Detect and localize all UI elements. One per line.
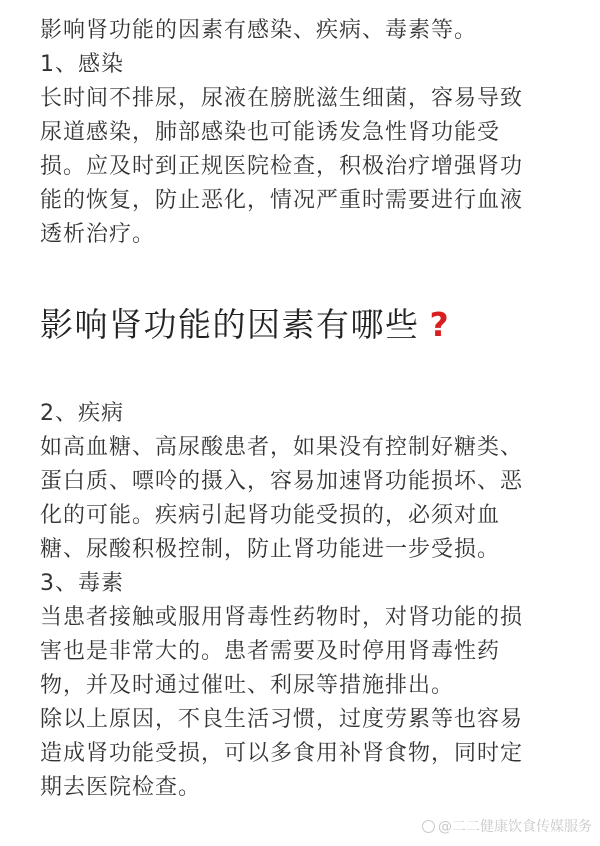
heading-text: 影响肾功能的因素有哪些 bbox=[40, 305, 420, 344]
section-2-line: 如高血糖、高尿酸患者，如果没有控制好糖类、 bbox=[40, 435, 524, 460]
section-3-line: 除以上原因，不良生活习惯，过度劳累等也容易 bbox=[40, 707, 524, 732]
section-1-line: 尿道感染，肺部感染也可能诱发急性肾功能受 bbox=[40, 120, 501, 145]
section-2-line: 蛋白质、嘌呤的摄入，容易加速肾功能损坏、恶 bbox=[40, 469, 524, 494]
section-1-line: 损。应及时到正规医院检查，积极治疗增强肾功 bbox=[40, 154, 524, 179]
intro-text: 影响肾功能的因素有感染、疾病、毒素等。 bbox=[40, 18, 478, 43]
section-2-line: 化的可能。疾病引起肾功能受损的，必须对血 bbox=[40, 503, 501, 528]
section-1-title: 1、感染 bbox=[40, 52, 124, 77]
section-2-line: 糖、尿酸积极控制，防止肾功能进一步受损。 bbox=[40, 537, 501, 562]
intro-section bbox=[40, 14, 580, 252]
section-2-title: 2、疾病 bbox=[40, 401, 124, 426]
section-3-line: 期去医院检查。 bbox=[40, 775, 202, 800]
section-3-title: 3、毒素 bbox=[40, 571, 124, 596]
section-1-line: 能的恢复，防止恶化，情况严重时需要进行血液 bbox=[40, 188, 524, 213]
watermark-logo-icon bbox=[422, 820, 435, 833]
page-heading bbox=[40, 302, 450, 348]
section-3-line: 害也是非常大的。患者需要及时停用肾毒性药 bbox=[40, 639, 501, 664]
watermark bbox=[422, 816, 592, 836]
watermark-text: @二二健康饮食传媒服务 bbox=[438, 819, 592, 835]
section-3-line: 物，并及时通过催吐、利尿等措施排出。 bbox=[40, 673, 455, 698]
sections-2-3 bbox=[40, 397, 580, 805]
section-3-line: 造成肾功能受损，可以多食用补肾食物，同时定 bbox=[40, 741, 524, 766]
section-1-line: 长时间不排尿，尿液在膀胱滋生细菌，容易导致 bbox=[40, 86, 524, 111]
section-1-line: 透析治疗。 bbox=[40, 222, 156, 247]
section-3-line: 当患者接触或服用肾毒性药物时，对肾功能的损 bbox=[40, 605, 524, 630]
question-mark-icon: ? bbox=[429, 305, 451, 344]
